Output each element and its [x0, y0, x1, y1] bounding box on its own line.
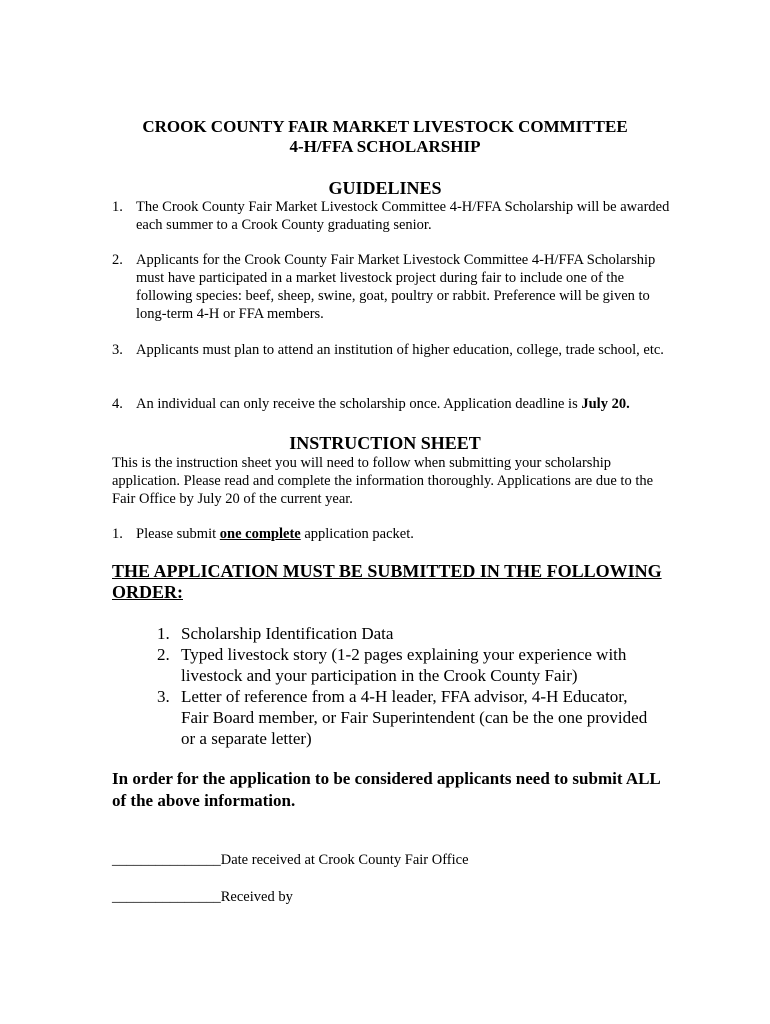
order-number: 2. [157, 645, 170, 664]
guideline-number: 3. [112, 342, 123, 358]
order-heading: THE APPLICATION MUST BE SUBMITTED IN THE FOLLOWING ORDER: [112, 561, 662, 602]
guideline-number: 2. [112, 252, 123, 268]
signature-label: Date received at Crook County Fair Office [220, 852, 469, 868]
guideline-text: Applicants for the Crook County Fair Market Livestock Committee 4-H/FFA Scholarship must have participated in a market livestock project during fair to include one of the following species: beef, sheep, swine, goat, poultry or rabbit. Preference will be given to long-term 4-H or FFA members. [136, 252, 656, 322]
submit-text [136, 525, 676, 543]
deadline-text: An individual can only receive the scholarship once. Application deadline is [136, 396, 582, 412]
signature-line-received [112, 888, 672, 906]
document-title-line1: CROOK COUNTY FAIR MARKET LIVESTOCK COMMITTEE [142, 117, 628, 136]
order-text: Scholarship Identification Data [181, 624, 394, 643]
guideline-text: Applicants must plan to attend an institution of higher education, college, trade school, etc. [136, 342, 664, 358]
signature-line-date [112, 851, 672, 869]
guidelines-heading: GUIDELINES [328, 178, 442, 198]
submit-number: 1. [112, 526, 123, 542]
signature-blank: _______________ [112, 852, 221, 868]
signature-label: Received by [220, 889, 293, 905]
document-title-line2: 4-H/FFA SCHOLARSHIP [289, 137, 481, 156]
submit-text-before: Please submit [136, 526, 220, 542]
order-number: 1. [157, 624, 170, 643]
guideline-number: 1. [112, 199, 123, 215]
signature-blank: _______________ [112, 889, 221, 905]
submit-emphasis: one complete [219, 526, 301, 542]
closing-note: In order for the application to be considered applicants need to submit ALL of the above information. [112, 769, 660, 810]
guideline-text [136, 395, 676, 413]
submit-text-after: application packet. [300, 526, 414, 542]
guideline-number: 4. [112, 396, 123, 412]
order-text: Letter of reference from a 4-H leader, FFA advisor, 4-H Educator, Fair Board member, or Fair Superintendent (can be the one provided or a separate letter) [181, 687, 648, 748]
instruction-heading: INSTRUCTION SHEET [289, 433, 481, 453]
order-text: Typed livestock story (1-2 pages explaining your experience with livestock and your participation in the Crook County Fair) [181, 645, 627, 685]
guideline-text: The Crook County Fair Market Livestock Committee 4-H/FFA Scholarship will be awarded each summer to a Crook County graduating senior. [136, 199, 670, 233]
order-number: 3. [157, 687, 170, 706]
instruction-paragraph: This is the instruction sheet you will need to follow when submitting your scholarship application. Please read and complete the information thoroughly. Applications are due to the Fair Office by July 20 of the current year. [112, 455, 654, 507]
deadline-date: July 20. [581, 396, 630, 412]
